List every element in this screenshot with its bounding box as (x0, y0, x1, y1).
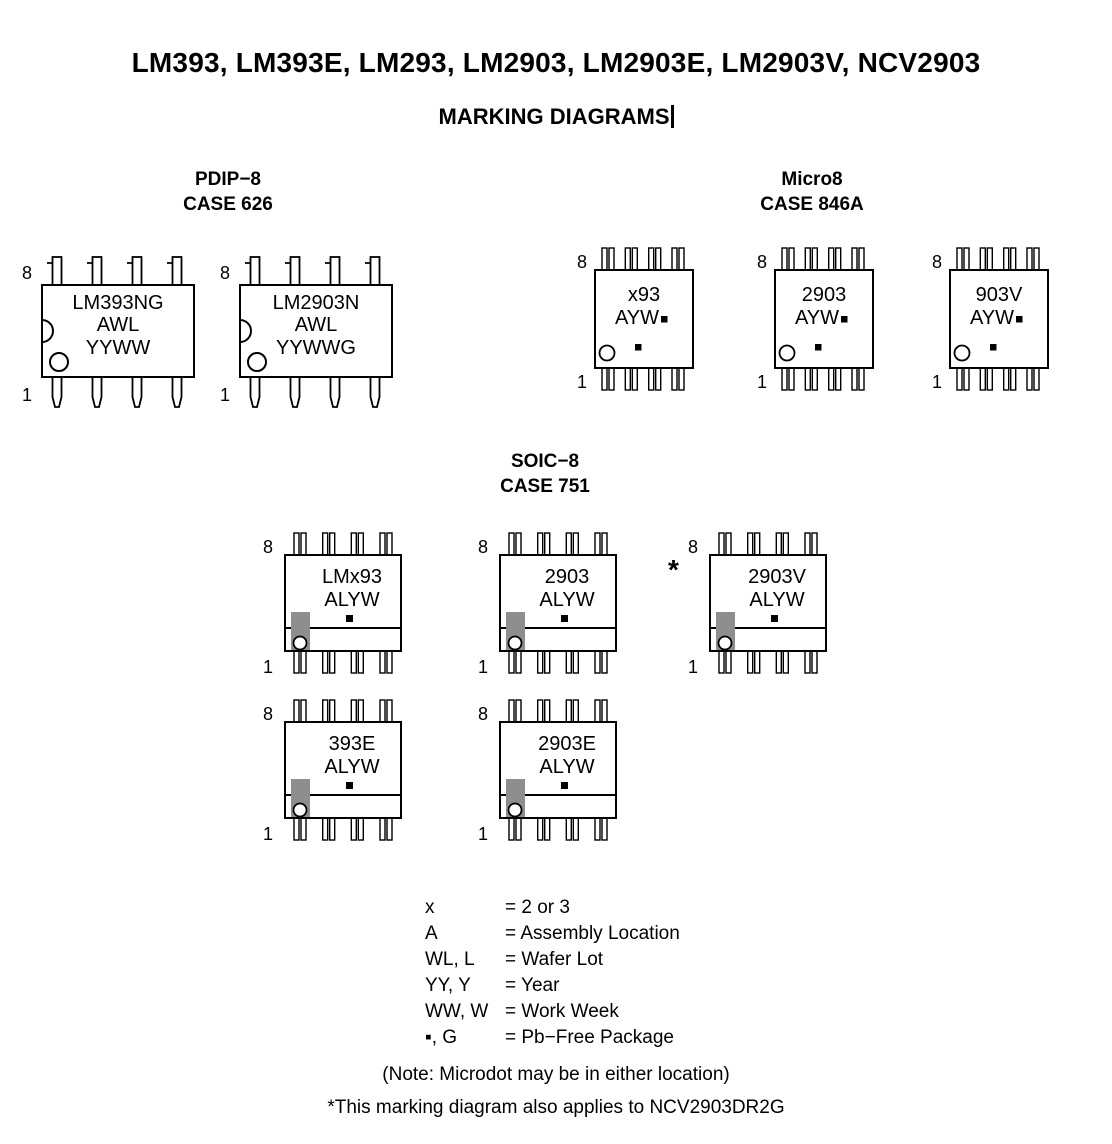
legend-row-x (425, 895, 680, 921)
marking-line-3: YYWW (85, 337, 151, 359)
legend-symbol: A (425, 923, 438, 944)
marking-line-3: YYWWG (276, 337, 356, 359)
legend-row-yy (425, 973, 680, 999)
marking-line-1: LMx93 (321, 566, 383, 588)
legend-symbol: YY, Y (425, 975, 471, 996)
section-heading-text: MARKING DIAGRAMS (438, 104, 670, 129)
pin-1-label: 1 (478, 657, 489, 677)
pin-1-label: 1 (577, 372, 588, 392)
pin-8-label: 8 (220, 263, 231, 283)
marking-line-1: 903V (975, 284, 1023, 306)
pdip-chip-1 (12, 245, 207, 415)
legend-definition: = 2 or 3 (505, 897, 570, 918)
pin-8-label: 8 (263, 537, 274, 557)
soic-chip-4 (257, 690, 412, 855)
marking-line-2: AYW (794, 307, 840, 329)
micro8-chip-2 (751, 240, 886, 400)
legend-definition: = Pb−Free Package (505, 1027, 674, 1048)
legend-symbol: WW, W (425, 1001, 489, 1022)
soic-header (435, 449, 655, 499)
soic-chip-1 (257, 523, 412, 688)
page-title: LM393, LM393E, LM293, LM2903, LM2903E, LM2903V, NCV2903 (131, 46, 981, 78)
micro8-header (702, 167, 922, 217)
soic-name: SOIC−8 (510, 451, 580, 472)
soic-chip-3 (682, 523, 837, 688)
pin-8-label: 8 (263, 704, 274, 724)
pin-8-label: 8 (22, 263, 33, 283)
marking-line-1: 2903 (544, 566, 590, 588)
marking-line-2: ALYW (749, 589, 805, 611)
marking-line-1: 393E (328, 733, 376, 755)
micro8-chip-1 (571, 240, 706, 400)
pin-1-label: 1 (22, 385, 33, 405)
pdip-chip-2 (210, 245, 405, 415)
pin-1-label: 1 (757, 372, 768, 392)
soic-chip-5 (472, 690, 627, 855)
marking-legend (425, 895, 680, 1051)
pin-1-label: 1 (688, 657, 699, 677)
pin-1-label: 1 (478, 824, 489, 844)
marking-line-1: x93 (627, 284, 661, 306)
pin-1-label: 1 (263, 824, 274, 844)
legend-symbol: ▪, G (425, 1027, 458, 1048)
marking-line-1: 2903V (748, 566, 806, 588)
legend-definition: = Work Week (505, 1001, 619, 1022)
micro8-chip-3 (926, 240, 1061, 400)
legend-row-ww (425, 999, 680, 1025)
pin-8-label: 8 (478, 704, 489, 724)
legend-definition: = Wafer Lot (505, 949, 604, 970)
pin-1-label: 1 (932, 372, 943, 392)
pin-8-label: 8 (478, 537, 489, 557)
ncv2903-footnote: *This marking diagram also applies to NCV2903DR2G (327, 1097, 785, 1118)
micro8-name: Micro8 (781, 169, 843, 190)
pdip-case: CASE 626 (183, 194, 273, 215)
pin-1-label: 1 (220, 385, 231, 405)
marking-line-2: AWL (96, 314, 140, 336)
pin-1-label: 1 (263, 657, 274, 677)
legend-symbol: WL, L (425, 949, 475, 970)
soic-case: CASE 751 (500, 476, 590, 497)
micro8-case: CASE 846A (760, 194, 864, 215)
soic-chip-2 (472, 523, 627, 688)
marking-line-1: LM393NG (72, 292, 164, 314)
marking-line-2: ALYW (324, 756, 380, 778)
legend-definition: = Year (505, 975, 560, 996)
marking-line-2: ALYW (539, 756, 595, 778)
marking-line-1: 2903E (538, 733, 596, 755)
legend-symbol: x (425, 897, 435, 918)
marking-line-2: AYW (614, 307, 660, 329)
marking-line-2: AYW (969, 307, 1015, 329)
marking-line-2: ALYW (539, 589, 595, 611)
legend-row-a (425, 921, 680, 947)
marking-line-2: AWL (294, 314, 338, 336)
text-cursor (671, 105, 674, 128)
legend-row-dot-g (425, 1025, 680, 1051)
pin-8-label: 8 (932, 252, 943, 272)
pin-8-label: 8 (757, 252, 768, 272)
legend-definition: = Assembly Location (505, 923, 680, 944)
pdip-header (118, 167, 338, 217)
legend-row-wl (425, 947, 680, 973)
marking-line-1: 2903 (801, 284, 847, 306)
pdip-name: PDIP−8 (194, 169, 261, 190)
pin-8-label: 8 (688, 537, 699, 557)
microdot-note: (Note: Microdot may be in either location) (382, 1064, 730, 1085)
footnote-asterisk: * (668, 554, 679, 585)
marking-line-2: ALYW (324, 589, 380, 611)
pin-8-label: 8 (577, 252, 588, 272)
section-heading (0, 104, 1112, 130)
marking-line-1: LM2903N (272, 292, 360, 314)
